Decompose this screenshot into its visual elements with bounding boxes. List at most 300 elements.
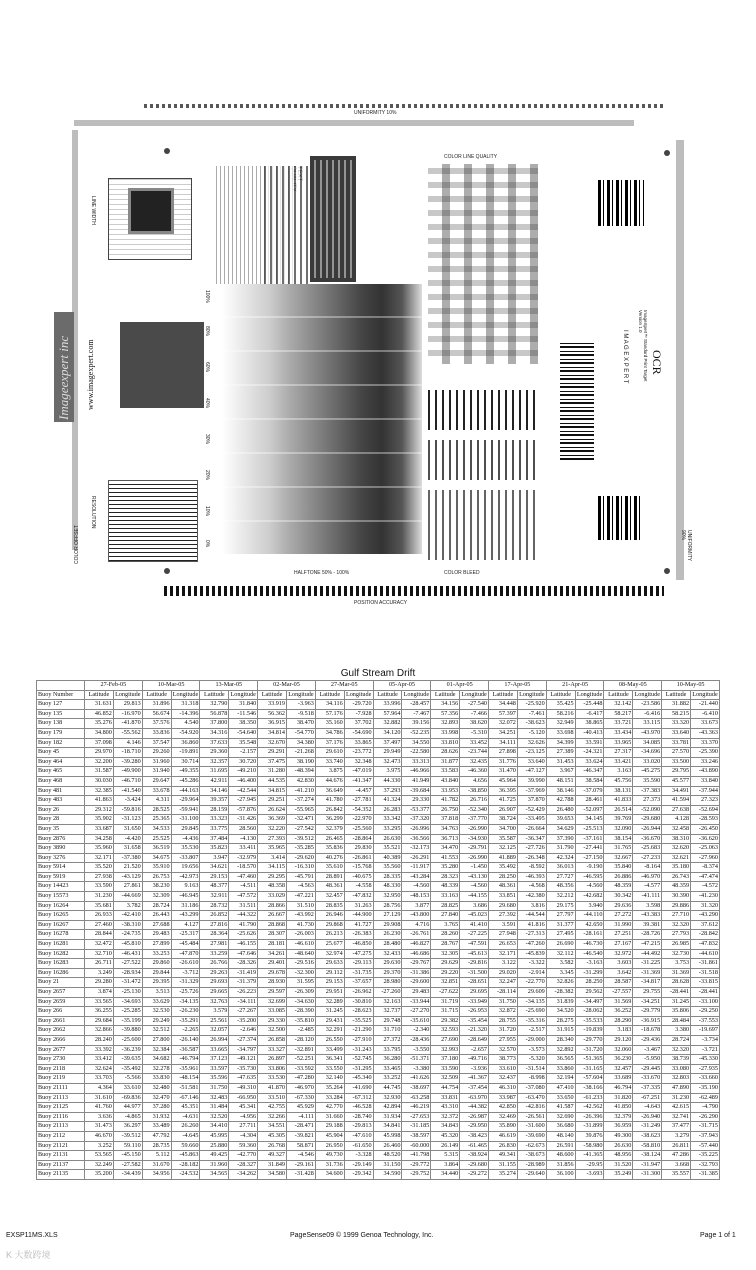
coordinate-cell: -26.990 xyxy=(460,853,489,863)
buoy-name-cell: Buoy 2119 xyxy=(37,1074,85,1084)
coordinate-cell: 48.361 xyxy=(489,882,518,892)
table-row xyxy=(37,901,720,911)
table-row xyxy=(37,796,720,806)
coordinate-cell: -3.467 xyxy=(633,1045,662,1055)
latitude-header: Latitude xyxy=(258,690,287,700)
coordinate-cell: 48.339 xyxy=(431,882,460,892)
date-header: 21-Apr-05 xyxy=(546,681,604,691)
coordinate-cell: -26.291 xyxy=(402,853,431,863)
coordinate-cell: 38.584 xyxy=(575,776,604,786)
text-lines-right xyxy=(264,166,308,284)
coordinate-cell: 28.587 xyxy=(604,978,633,988)
resolution-inner xyxy=(128,188,174,234)
coordinate-cell: 31.377 xyxy=(546,920,575,930)
coordinate-cell: 33.452 xyxy=(460,738,489,748)
coordinate-cell: -29.720 xyxy=(344,700,373,710)
coordinate-cell: 31.155 xyxy=(489,1160,518,1170)
coordinate-cell: 26.260 xyxy=(171,1122,200,1132)
coordinate-cell: 31.470 xyxy=(489,767,518,777)
coordinate-cell: -29.149 xyxy=(344,1160,373,1170)
coordinate-cell: 33.836 xyxy=(142,728,171,738)
coordinate-cell: 39.381 xyxy=(633,920,662,930)
coordinate-cell: -26.230 xyxy=(171,1007,200,1017)
buoy-name-cell: Buoy 45 xyxy=(37,748,85,758)
coordinate-cell: 37.800 xyxy=(200,719,229,729)
coordinate-cell: 26.743 xyxy=(662,872,691,882)
color-line-quality-label: COLOR LINE QUALITY xyxy=(444,154,498,160)
coordinate-cell: 36.100 xyxy=(546,1170,575,1180)
coordinate-cell: 27.389 xyxy=(546,748,575,758)
coordinate-cell: 3.345 xyxy=(546,968,575,978)
coordinate-cell: 26.550 xyxy=(315,1035,344,1045)
coordinate-cell: 33.996 xyxy=(373,700,402,710)
coordinate-cell: -59.816 xyxy=(113,805,142,815)
date-header-row xyxy=(37,681,720,691)
coordinate-cell: 29.483 xyxy=(402,988,431,998)
table-row xyxy=(37,786,720,796)
table-row xyxy=(37,709,720,719)
coordinate-cell: 27.981 xyxy=(200,940,229,950)
coordinate-cell: 29.795 xyxy=(662,767,691,777)
coordinate-cell: -31.386 xyxy=(402,968,431,978)
coordinate-cell: 32.458 xyxy=(662,824,691,834)
coordinate-cell: -27.726 xyxy=(517,844,546,854)
coordinate-cell: 29.886 xyxy=(662,901,691,911)
coordinate-cell: 31.839 xyxy=(546,997,575,1007)
coordinate-cell: -31.329 xyxy=(171,978,200,988)
coordinate-cell: 29.695 xyxy=(460,988,489,998)
coordinate-cell: 4.128 xyxy=(662,815,691,825)
coordinate-cell: -37.944 xyxy=(691,786,720,796)
coordinate-cell: 33.246 xyxy=(691,757,720,767)
coordinate-cell: 25.677 xyxy=(315,940,344,950)
coordinate-cell: 29.370 xyxy=(373,968,402,978)
coordinate-cell: -31.123 xyxy=(113,815,142,825)
coordinate-cell: -4.865 xyxy=(113,1112,142,1122)
uniformity-strip-right xyxy=(676,140,684,580)
coordinate-cell: -2.517 xyxy=(517,1026,546,1036)
coordinate-cell: -6.410 xyxy=(691,709,720,719)
coordinate-cell: -29.620 xyxy=(287,853,316,863)
table-row xyxy=(37,997,720,1007)
coordinate-cell: -37.553 xyxy=(691,1016,720,1026)
coordinate-cell: 35.890 xyxy=(489,1122,518,1132)
coordinate-cell: 26.460 xyxy=(373,1141,402,1151)
coordinate-cell: -34.630 xyxy=(287,997,316,1007)
coordinate-cell: 29.868 xyxy=(315,920,344,930)
coordinate-cell: 25.561 xyxy=(200,1016,229,1026)
coordinate-cell: 33.163 xyxy=(431,892,460,902)
coordinate-cell: 29.112 xyxy=(315,968,344,978)
coordinate-cell: 9.163 xyxy=(171,882,200,892)
coordinate-cell: 34.800 xyxy=(85,728,114,738)
coordinate-cell: 31.990 xyxy=(604,920,633,930)
date-header: 10-Mar-05 xyxy=(142,681,200,691)
coordinate-cell: 29.401 xyxy=(258,959,287,969)
coordinate-cell: -6.416 xyxy=(633,709,662,719)
coordinate-cell: 28.825 xyxy=(431,901,460,911)
coordinate-cell: 33.313 xyxy=(402,757,431,767)
coordinate-cell: 31.790 xyxy=(546,844,575,854)
coordinate-cell: 33.831 xyxy=(431,1093,460,1103)
coordinate-cell: 33.775 xyxy=(200,824,229,834)
coordinate-cell: 29.813 xyxy=(113,700,142,710)
coordinate-cell: -53.377 xyxy=(402,805,431,815)
buoy-name-cell: Buoy 481 xyxy=(37,786,85,796)
coordinate-cell: 31.318 xyxy=(171,700,200,710)
coordinate-cell: 32.469 xyxy=(489,1112,518,1122)
coordinate-cell: 33.851 xyxy=(489,892,518,902)
coordinate-cell: -60.000 xyxy=(402,1141,431,1151)
coordinate-cell: -47.591 xyxy=(460,940,489,950)
coordinate-cell: -33.944 xyxy=(402,997,431,1007)
coordinate-cell: -3.734 xyxy=(691,1035,720,1045)
coordinate-cell: 34.551 xyxy=(258,1122,287,1132)
coordinate-cell: -26.223 xyxy=(229,988,258,998)
coordinate-cell: -42.380 xyxy=(517,892,546,902)
halftone-pct-labels xyxy=(204,290,220,550)
coordinate-cell: -41.365 xyxy=(575,1151,604,1161)
coordinate-cell: -63.258 xyxy=(402,1093,431,1103)
table-row xyxy=(37,959,720,969)
coordinate-cell: 34.491 xyxy=(662,786,691,796)
coordinate-cell: 33.465 xyxy=(373,1064,402,1074)
date-header: 27-Feb-05 xyxy=(85,681,143,691)
coordinate-cell: -35.525 xyxy=(344,1016,373,1026)
coordinate-cell: -45.863 xyxy=(171,1151,200,1161)
coordinate-cell: 29.680 xyxy=(489,901,518,911)
coordinate-cell: -46.595 xyxy=(575,872,604,882)
coordinate-cell: 29.647 xyxy=(142,776,171,786)
coordinate-cell: -37.383 xyxy=(633,786,662,796)
line-width-label: LINE WIDTH xyxy=(90,196,96,225)
buoy-number-header: Buoy Number xyxy=(37,690,85,700)
coordinate-cell: -44.610 xyxy=(691,949,720,959)
coordinate-cell: 32.893 xyxy=(431,719,460,729)
footer-left: EXSP11MS.XLS xyxy=(6,1232,58,1239)
table-row xyxy=(37,892,720,902)
coordinate-cell: -34.135 xyxy=(171,997,200,1007)
coordinate-cell: 41.410 xyxy=(460,920,489,930)
coordinate-cell: 38.865 xyxy=(575,719,604,729)
coordinate-cell: 29.636 xyxy=(604,901,633,911)
coordinate-cell: -4.558 xyxy=(344,882,373,892)
coordinate-cell: 26.750 xyxy=(431,805,460,815)
coordinate-cell: -43.970 xyxy=(633,728,662,738)
coordinate-cell: 31.510 xyxy=(287,901,316,911)
coordinate-cell: 31.610 xyxy=(85,1093,114,1103)
coordinate-cell: 47.410 xyxy=(546,1083,575,1093)
coordinate-cell: -28.441 xyxy=(662,988,691,998)
coordinate-cell: 28.340 xyxy=(546,1035,575,1045)
latitude-header: Latitude xyxy=(373,690,402,700)
coordinate-cell: 37.818 xyxy=(431,815,460,825)
table-row xyxy=(37,719,720,729)
coordinate-cell: -27.225 xyxy=(460,930,489,940)
table-row xyxy=(37,882,720,892)
coordinate-cell: -37.335 xyxy=(633,1083,662,1093)
coordinate-cell: 31.186 xyxy=(171,901,200,911)
coordinate-cell: -31.379 xyxy=(229,978,258,988)
table-row xyxy=(37,1112,720,1122)
coordinate-cell: 47.792 xyxy=(142,1131,171,1141)
coordinate-cell: 35.902 xyxy=(85,815,114,825)
coordinate-cell: 26.230 xyxy=(373,930,402,940)
coordinate-cell: -51.581 xyxy=(171,1083,200,1093)
coordinate-cell: 34.470 xyxy=(431,844,460,854)
coordinate-cell: 3.603 xyxy=(604,959,633,969)
coordinate-cell: -26.761 xyxy=(402,930,431,940)
coordinate-cell: 29.629 xyxy=(431,959,460,969)
coordinate-cell: 38.470 xyxy=(287,719,316,729)
coordinate-cell: -25.513 xyxy=(575,824,604,834)
coordinate-cell: 28.307 xyxy=(258,930,287,940)
coordinate-cell: 42.324 xyxy=(546,853,575,863)
table-row xyxy=(37,1093,720,1103)
coordinate-cell: 33.510 xyxy=(258,1093,287,1103)
coordinate-cell: -36.566 xyxy=(402,834,431,844)
coordinate-cell: -28.120 xyxy=(287,1035,316,1045)
coordinate-cell: 38.724 xyxy=(489,815,518,825)
coordinate-cell: -52.694 xyxy=(691,805,720,815)
coordinate-cell: 35.596 xyxy=(200,1074,229,1084)
coordinate-cell: 45.964 xyxy=(489,776,518,786)
coordinate-cell: 33.953 xyxy=(431,786,460,796)
buoy-name-cell: Buoy 2657 xyxy=(37,988,85,998)
coordinate-cell: -63.470 xyxy=(517,1093,546,1103)
coordinate-cell: -42.562 xyxy=(575,1103,604,1113)
coordinate-cell: -28.182 xyxy=(171,1160,200,1170)
coordinate-cell: -31.185 xyxy=(402,1122,431,1132)
coordinate-cell: 37.497 xyxy=(373,738,402,748)
coordinate-cell: -31.600 xyxy=(517,1122,546,1132)
coordinate-cell: -38.850 xyxy=(460,786,489,796)
coordinate-cell: 41.782 xyxy=(431,796,460,806)
coordinate-cell: 28.323 xyxy=(431,872,460,882)
coordinate-cell: 32.826 xyxy=(546,978,575,988)
coordinate-cell: -2.157 xyxy=(229,748,258,758)
date-header: 17-Apr-05 xyxy=(489,681,547,691)
coordinate-cell: -4.111 xyxy=(287,1112,316,1122)
coordinate-cell: -24.532 xyxy=(171,1170,200,1180)
buoy-name-cell: Buoy 182 xyxy=(37,738,85,748)
buoy-name-cell: Buoy 21121 xyxy=(37,1141,85,1151)
brand-url: www.imagexpert.com xyxy=(86,339,95,410)
coordinate-cell: 33.115 xyxy=(633,719,662,729)
table-row xyxy=(37,700,720,710)
coordinate-cell: 34.550 xyxy=(402,738,431,748)
table-row xyxy=(37,824,720,834)
coordinate-cell: -1.450 xyxy=(460,863,489,873)
coordinate-cell: 25.880 xyxy=(200,1141,229,1151)
coordinate-cell: 41.850 xyxy=(604,1103,633,1113)
coordinate-cell: -3.328 xyxy=(344,1151,373,1161)
coordinate-cell: -3.322 xyxy=(517,959,546,969)
sheet-title: Gulf Stream Drift xyxy=(340,668,416,679)
coordinate-cell: -46.528 xyxy=(344,1103,373,1113)
coordinate-cell: -43.363 xyxy=(691,728,720,738)
coordinate-cell: 40.276 xyxy=(315,853,344,863)
coordinate-cell: -26.996 xyxy=(402,824,431,834)
coordinate-cell: -37.079 xyxy=(575,786,604,796)
coordinate-cell: -28.623 xyxy=(344,1007,373,1017)
pct-label: 80% xyxy=(204,326,210,337)
coordinate-cell: 25.525 xyxy=(142,834,171,844)
coordinate-cell: -27.522 xyxy=(113,959,142,969)
coordinate-cell: -7.461 xyxy=(517,709,546,719)
coordinate-cell: 26.653 xyxy=(489,940,518,950)
coordinate-cell: 34.120 xyxy=(373,728,402,738)
coordinate-cell: -35.961 xyxy=(171,1064,200,1074)
coordinate-cell: 28.724 xyxy=(662,1035,691,1045)
coordinate-cell: -28.740 xyxy=(344,1112,373,1122)
coordinate-cell: 32.763 xyxy=(200,997,229,1007)
registration-dot xyxy=(664,568,670,574)
coordinate-cell: -45.286 xyxy=(171,776,200,786)
coordinate-cell: -41.870 xyxy=(113,719,142,729)
coordinate-cell: 3.183 xyxy=(604,1026,633,1036)
coordinate-cell: 32.950 xyxy=(373,892,402,902)
coordinate-cell: -38.423 xyxy=(460,1131,489,1141)
buoy-name-cell: Buoy 2876 xyxy=(37,834,85,844)
coordinate-cell: 32.247 xyxy=(489,978,518,988)
table-row xyxy=(37,920,720,930)
coordinate-cell: -46.155 xyxy=(229,940,258,950)
coordinate-cell: 31.320 xyxy=(691,901,720,911)
coordinate-cell: -57.876 xyxy=(229,805,258,815)
coordinate-cell: 36.680 xyxy=(546,1122,575,1132)
coordinate-cell: -3.721 xyxy=(691,1045,720,1055)
buoy-name-cell: Buoy 16281 xyxy=(37,940,85,950)
coordinate-cell: -28.062 xyxy=(575,1007,604,1017)
coordinate-cell: 35.425 xyxy=(546,700,575,710)
coordinate-cell: -27.233 xyxy=(633,853,662,863)
coordinate-cell: 31.263 xyxy=(344,901,373,911)
coordinate-cell: -26.140 xyxy=(171,1035,200,1045)
buoy-name-cell: Buoy 2666 xyxy=(37,1035,85,1045)
pct-label: 60% xyxy=(204,362,210,373)
coordinate-cell: -48.394 xyxy=(287,767,316,777)
coordinate-cell: 32.305 xyxy=(431,949,460,959)
footer-center: PageSense09 © 1999 Genoa Technology, Inc. xyxy=(290,1232,434,1239)
coordinate-cell: -35.190 xyxy=(691,1083,720,1093)
coordinate-cell: 31.932 xyxy=(142,1112,171,1122)
coordinate-cell: 33.665 xyxy=(200,1045,229,1055)
coordinate-cell: -5.950 xyxy=(633,1055,662,1065)
coordinate-cell: -46.945 xyxy=(171,892,200,902)
coordinate-cell: 46.619 xyxy=(489,1131,518,1141)
coordinate-cell: -34.262 xyxy=(229,1170,258,1180)
coordinate-cell: 32.520 xyxy=(200,1112,229,1122)
coordinate-cell: 36.297 xyxy=(113,1122,142,1132)
coordinate-cell: 38.154 xyxy=(604,834,633,844)
coordinate-cell: -37.657 xyxy=(344,978,373,988)
table-row xyxy=(37,728,720,738)
coordinate-cell: -54.920 xyxy=(171,728,200,738)
coordinate-cell: 26.630 xyxy=(604,1141,633,1151)
barcode-strip-bottom xyxy=(164,586,664,596)
coordinate-cell: 32.512 xyxy=(142,1026,171,1036)
coordinate-cell: 36.230 xyxy=(604,1055,633,1065)
coordinate-cell: 3.816 xyxy=(517,901,546,911)
coordinate-cell: 57.176 xyxy=(315,709,344,719)
coordinate-cell: -67.251 xyxy=(633,1093,662,1103)
coordinate-cell: 33.840 xyxy=(691,776,720,786)
coordinate-cell: -49.900 xyxy=(113,767,142,777)
drift-body xyxy=(37,700,720,1180)
coordinate-cell: 32.667 xyxy=(604,853,633,863)
coordinate-cell: 42.755 xyxy=(258,1103,287,1113)
coordinate-cell: -54.640 xyxy=(229,728,258,738)
coordinate-cell: 3.947 xyxy=(200,853,229,863)
coordinate-cell: 32.737 xyxy=(373,1007,402,1017)
coordinate-cell: -28.471 xyxy=(287,1122,316,1132)
coordinate-cell: -46.710 xyxy=(113,776,142,786)
resolution-label: RESOLUTION xyxy=(90,496,96,529)
coordinate-cell: 36.280 xyxy=(373,1055,402,1065)
pct-label: 30% xyxy=(204,434,210,445)
coordinate-cell: 32.291 xyxy=(315,1026,344,1036)
coordinate-cell: 48.356 xyxy=(546,882,575,892)
coordinate-cell: 29.562 xyxy=(575,988,604,998)
coordinate-cell: 31.934 xyxy=(373,1112,402,1122)
coordinate-cell: 29.949 xyxy=(373,748,402,758)
coordinate-cell: 33.342 xyxy=(373,815,402,825)
coordinate-cell: 32.949 xyxy=(546,719,575,729)
coordinate-cell: 29.431 xyxy=(315,1016,344,1026)
coordinate-cell: -48.640 xyxy=(287,949,316,959)
coordinate-cell: -2.657 xyxy=(460,1045,489,1055)
coordinate-cell: 34.814 xyxy=(258,728,287,738)
coordinate-cell: 42.894 xyxy=(373,1103,402,1113)
coordinate-cell: -41.111 xyxy=(633,892,662,902)
coordinate-cell: -24.321 xyxy=(575,748,604,758)
coordinate-cell: -8.164 xyxy=(633,863,662,873)
coordinate-cell: 32.626 xyxy=(517,738,546,748)
longitude-header: Longitude xyxy=(575,690,604,700)
coordinate-cell: -4.546 xyxy=(287,1151,316,1161)
coordinate-cell: -44.382 xyxy=(460,1103,489,1113)
coordinate-cell: -27.313 xyxy=(517,930,546,940)
coordinate-cell: 4.146 xyxy=(113,738,142,748)
coordinate-cell: 3.582 xyxy=(546,959,575,969)
coordinate-cell: 32.570 xyxy=(489,1045,518,1055)
coordinate-cell: -47.832 xyxy=(344,892,373,902)
coordinate-cell: 32.470 xyxy=(142,1093,171,1103)
coordinate-cell: 32.112 xyxy=(546,949,575,959)
coordinate-cell: -46.540 xyxy=(575,949,604,959)
coordinate-cell: 33.370 xyxy=(691,738,720,748)
coordinate-cell: 26.711 xyxy=(85,959,114,969)
dark-square xyxy=(120,322,204,408)
coordinate-cell: -38.124 xyxy=(633,1151,662,1161)
coordinate-cell: 4.656 xyxy=(460,776,489,786)
coordinate-cell: 31.230 xyxy=(85,892,114,902)
coordinate-cell: 27.898 xyxy=(489,748,518,758)
coordinate-cell: -59.941 xyxy=(171,805,200,815)
coordinate-cell: 27.393 xyxy=(258,834,287,844)
coordinate-cell: 41.889 xyxy=(489,853,518,863)
coordinate-cell: 33.624 xyxy=(575,757,604,767)
coordinate-cell: -44.492 xyxy=(633,949,662,959)
coordinate-cell: 56.878 xyxy=(200,709,229,719)
coordinate-cell: 27.372 xyxy=(373,1035,402,1045)
coordinate-cell: 31.280 xyxy=(258,767,287,777)
coordinate-cell: 49.300 xyxy=(604,1131,633,1141)
coordinate-cell: -46.610 xyxy=(287,940,316,950)
coordinate-cell: -57.604 xyxy=(575,1074,604,1084)
coordinate-cell: -39.512 xyxy=(287,834,316,844)
